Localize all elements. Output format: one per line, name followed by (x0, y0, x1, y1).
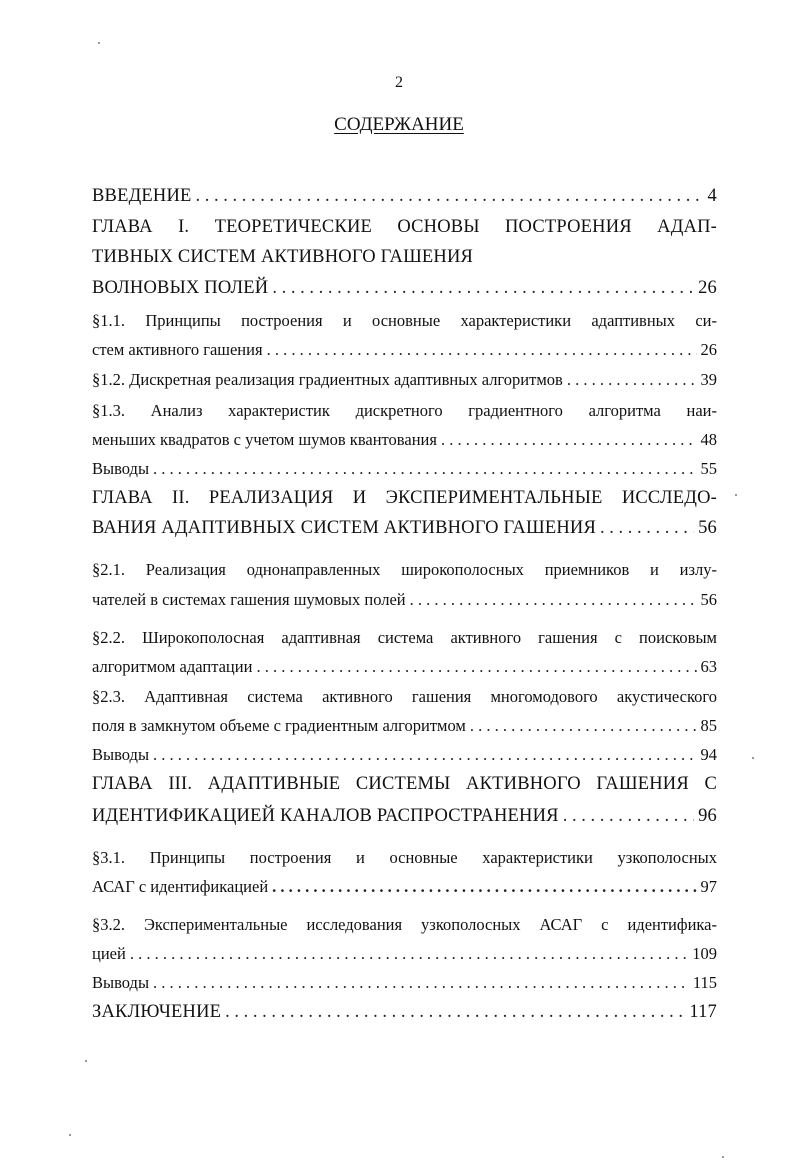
toc-entry-title: стем активного гашения (92, 340, 263, 359)
dot-leader (267, 340, 697, 360)
toc-entry-conclusions-3 (92, 973, 717, 1003)
dot-leader (470, 716, 697, 736)
scan-speck (98, 42, 100, 44)
toc-page-number: 4 (707, 186, 717, 206)
scan-speck (752, 757, 754, 759)
toc-chapter-1-line-2: ТИВНЫХ СИСТЕМ АКТИВНОГО ГАШЕНИЯ (92, 247, 474, 267)
dot-leader (256, 657, 696, 677)
toc-entry-title: алгоритмом адаптации (92, 657, 253, 676)
toc-entry-section-1-2 (92, 370, 717, 400)
toc-entry-conclusions-1 (92, 459, 717, 489)
toc-entry-chapter-1 (92, 278, 717, 308)
toc-section-1-3-line-1: §1.3. Анализ характеристик дискретного градиентного алгоритма наи- (92, 401, 717, 420)
toc-entry-section-3-1 (92, 877, 717, 907)
toc-entry-title: меньших квадратов с учетом шумов квантования (92, 430, 437, 449)
dot-leader (130, 944, 688, 964)
toc-entry-chapter-3 (92, 806, 717, 836)
page-title (0, 114, 798, 136)
toc-page-number: 94 (700, 745, 717, 764)
dot-leader (196, 186, 704, 207)
toc-page-number: 97 (700, 877, 717, 896)
toc-entry-section-2-3 (92, 716, 717, 746)
toc-page-number: 55 (700, 459, 717, 478)
toc-entry-title: поля в замкнутом объеме с градиентным алгоритмом (92, 716, 466, 735)
toc-page-number: 39 (700, 370, 717, 389)
toc-page-number: 56 (700, 590, 717, 609)
toc-entry-section-3-2 (92, 944, 717, 974)
scan-speck (85, 1060, 87, 1062)
dot-leader (225, 1002, 685, 1023)
toc-entry-title: ВОЛНОВЫХ ПОЛЕЙ (92, 278, 269, 298)
toc-section-1-1-line-1: §1.1. Принципы построения и основные характеристики адаптивных си- (92, 311, 717, 330)
toc-page-number: 26 (700, 340, 717, 359)
toc-entry-title: ВАНИЯ АДАПТИВНЫХ СИСТЕМ АКТИВНОГО ГАШЕНИЯ (92, 518, 597, 538)
dot-leader (563, 806, 694, 827)
scan-speck (735, 494, 737, 496)
toc-entry-chapter-2 (92, 518, 717, 548)
toc-page-number: 48 (700, 430, 717, 449)
scan-speck (722, 1156, 724, 1158)
dot-leader (600, 518, 694, 539)
dot-leader (153, 745, 696, 765)
dot-leader (272, 278, 694, 299)
toc-section-2-1-line-1: §2.1. Реализация однонаправленных широкополосных приемников и излу- (92, 560, 717, 579)
toc-page-number: 96 (698, 806, 717, 826)
toc-page-number: 26 (698, 278, 717, 298)
title-text: СОДЕРЖАНИЕ (334, 114, 464, 135)
dot-leader (272, 877, 696, 897)
toc-entry-title: ИДЕНТИФИКАЦИЕЙ КАНАЛОВ РАСПРОСТРАНЕНИЯ (92, 806, 559, 826)
toc-entry-section-2-2 (92, 657, 717, 687)
toc-entry-title: ВВЕДЕНИЕ (92, 186, 192, 206)
toc-page-number: 109 (692, 944, 717, 963)
toc-page-number: 115 (692, 973, 717, 992)
toc-entry-conclusion (92, 1002, 717, 1032)
toc-entry-title: Выводы (92, 745, 150, 764)
toc-entry-introduction (92, 186, 717, 216)
toc-page-number: 85 (700, 716, 717, 735)
toc-page-number: 117 (689, 1002, 717, 1022)
toc-entry-title: чателей в системах гашения шумовых полей (92, 590, 406, 609)
toc-page-number: 56 (698, 518, 717, 538)
toc-entry-conclusions-2 (92, 745, 717, 775)
toc-chapter-1-line-1: ГЛАВА I. ТЕОРЕТИЧЕСКИЕ ОСНОВЫ ПОСТРОЕНИЯ АДАП- (92, 217, 717, 237)
toc-entry-title: §1.2. Дискретная реализация градиентных адаптивных алгоритмов (92, 370, 563, 389)
toc-entry-section-2-1 (92, 590, 717, 620)
dot-leader (567, 370, 697, 390)
dot-leader (441, 430, 697, 450)
toc-chapter-3-line-1: ГЛАВА III. АДАПТИВНЫЕ СИСТЕМЫ АКТИВНОГО ГАШЕНИЯ С (92, 774, 717, 794)
toc-entry-title: Выводы (92, 973, 150, 992)
dot-leader (153, 973, 689, 993)
toc-entry-title: ЗАКЛЮЧЕНИЕ (92, 1002, 222, 1022)
toc-page-number: 63 (700, 657, 717, 676)
dot-leader (153, 459, 696, 479)
toc-entry-section-1-1 (92, 340, 717, 370)
toc-entry-section-1-3 (92, 430, 717, 460)
scan-speck (69, 1134, 71, 1136)
toc-section-2-2-line-1: §2.2. Широкополосная адаптивная система активного гашения с поисковым (92, 628, 717, 647)
toc-entry-title: цией (92, 944, 126, 963)
toc-entry-title: Выводы (92, 459, 150, 478)
dot-leader (410, 590, 697, 610)
toc-section-3-1-line-1: §3.1. Принципы построения и основные характеристики узкополосных (92, 848, 717, 867)
toc-section-3-2-line-1: §3.2. Экспериментальные исследования узкополосных АСАГ с идентифика- (92, 915, 717, 934)
toc-chapter-2-line-1: ГЛАВА II. РЕАЛИЗАЦИЯ И ЭКСПЕРИМЕНТАЛЬНЫЕ ИССЛЕДО- (92, 488, 717, 508)
page-number: 2 (395, 74, 403, 91)
toc-section-2-3-line-1: §2.3. Адаптивная система активного гашения многомодового акустического (92, 687, 717, 706)
toc-entry-title: АСАГ с идентификацией (92, 877, 269, 896)
